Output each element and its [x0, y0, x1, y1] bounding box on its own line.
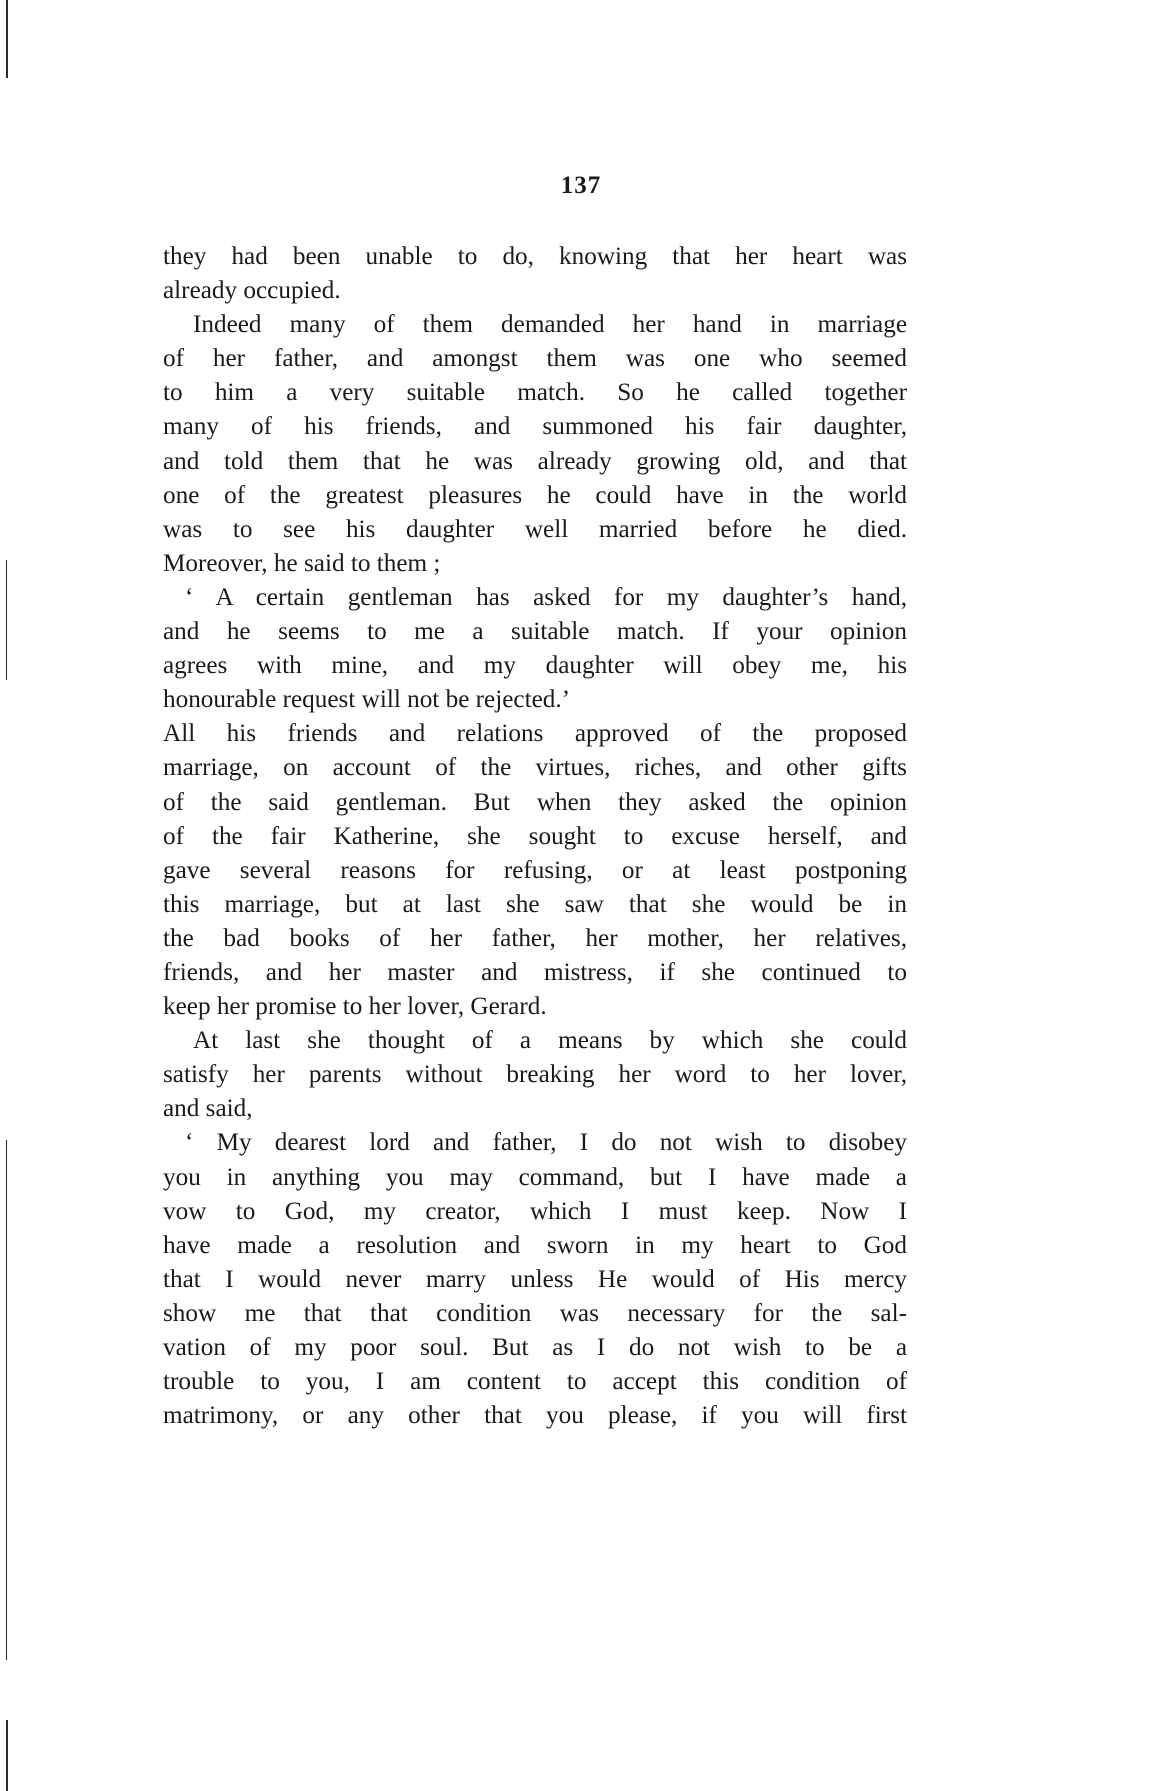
text-line: of the fair Katherine, she sought to excuse herself, and: [163, 822, 907, 850]
text-line: this marriage, but at last she saw that she would be in: [163, 890, 907, 918]
text-line: show me that that condition was necessary for the sal-: [163, 1299, 907, 1327]
text-line: one of the greatest pleasures he could have in the world: [163, 481, 907, 509]
text-line: that I would never marry unless He would of His mercy: [163, 1265, 907, 1293]
text-line: keep her promise to her lover, Gerard.: [163, 993, 547, 1021]
text-line: All his friends and relations approved of the proposed: [163, 720, 907, 748]
scan-edge-bottom: [6, 1720, 8, 1791]
text-line: and told them that he was already growing old, and that: [163, 447, 907, 475]
text-line: was to see his daughter well married before he died.: [163, 515, 907, 543]
text-line: ‘ My dearest lord and father, I do not wish to disobey: [185, 1129, 907, 1157]
text-line: you in anything you may command, but I have made a: [163, 1163, 907, 1191]
page-number: 137: [560, 172, 602, 199]
scan-edge-lower: [6, 1140, 7, 1660]
text-line: trouble to you, I am content to accept this condition of: [163, 1368, 907, 1396]
text-line: they had been unable to do, knowing that her heart was: [163, 243, 907, 270]
text-line: matrimony, or any other that you please, if you will first: [163, 1402, 907, 1430]
text-line: to him a very suitable match. So he called together: [163, 379, 907, 407]
text-line: already occupied.: [163, 277, 341, 305]
text-line: marriage, on account of the virtues, riches, and other gifts: [163, 754, 907, 782]
text-line: vation of my poor soul. But as I do not wish to be a: [163, 1334, 907, 1361]
text-line: vow to God, my creator, which I must keep. Now I: [163, 1197, 907, 1225]
scan-edge-top: [6, 0, 8, 78]
text-line: friends, and her master and mistress, if she continued to: [163, 958, 907, 986]
text-line: have made a resolution and sworn in my heart to God: [163, 1231, 907, 1259]
text-line: agrees with mine, and my daughter will obey me, his: [163, 652, 907, 680]
text-line: and said,: [163, 1095, 253, 1123]
text-line: Moreover, he said to them ;: [163, 549, 441, 577]
text-line: Indeed many of them demanded her hand in marriage: [193, 311, 907, 339]
text-line: honourable request will not be rejected.’: [163, 686, 571, 714]
text-line: and he seems to me a suitable match. If your opinion: [163, 618, 907, 646]
text-line: of her father, and amongst them was one who seemed: [163, 345, 907, 373]
text-line: ‘ A certain gentleman has asked for my daughter’s hand,: [185, 583, 907, 611]
text-line: many of his friends, and summoned his fair daughter,: [163, 413, 907, 441]
text-line: At last she thought of a means by which she could: [193, 1027, 907, 1055]
body-text: [163, 240, 907, 1433]
scan-edge-middle: [6, 560, 7, 680]
text-line: satisfy her parents without breaking her word to her lover,: [163, 1061, 907, 1089]
text-line: of the said gentleman. But when they asked the opinion: [163, 788, 907, 816]
text-line: the bad books of her father, her mother, her relatives,: [163, 924, 907, 952]
text-line: gave several reasons for refusing, or at least postponing: [163, 856, 907, 884]
